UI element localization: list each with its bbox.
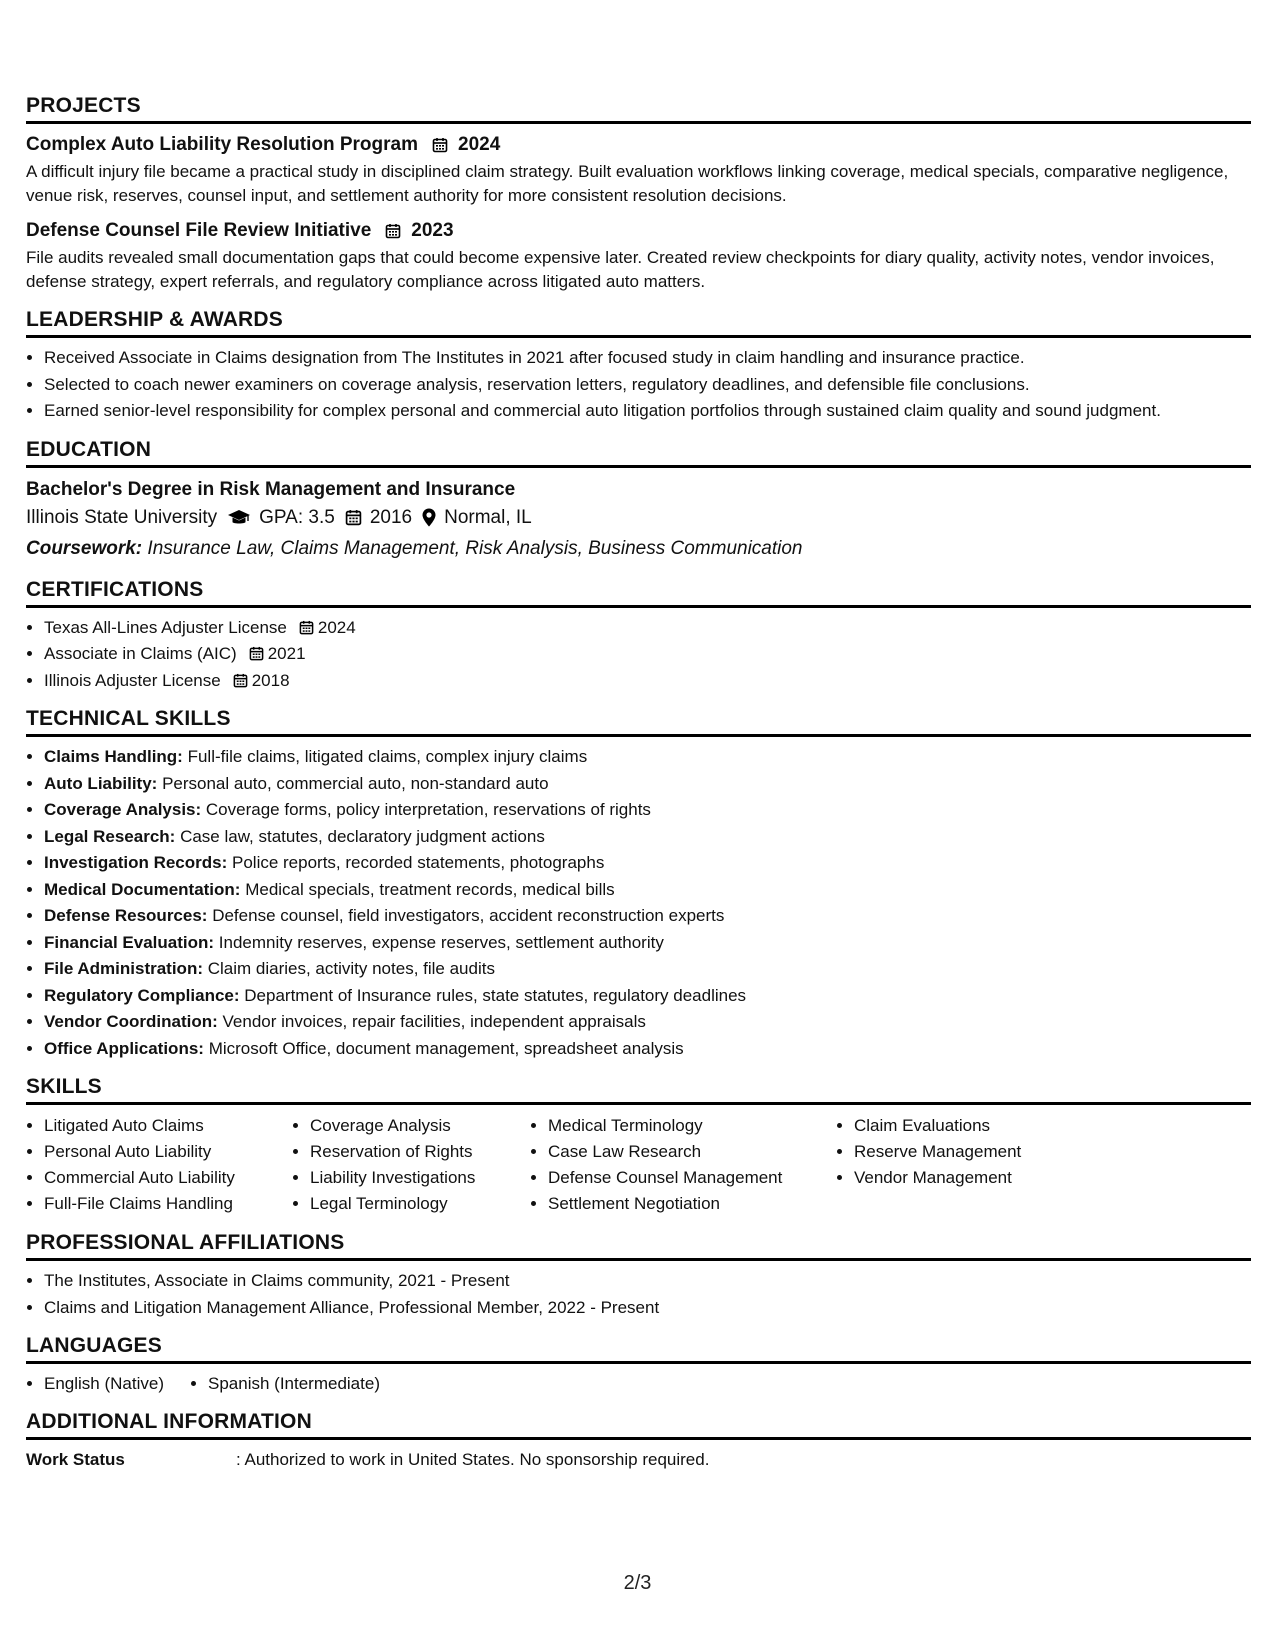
skill-item: • Liability Investigations bbox=[310, 1165, 530, 1191]
technical-skill-item bbox=[44, 1037, 1251, 1062]
skill-label: Regulatory Compliance: bbox=[44, 985, 240, 1005]
section-title: ADDITIONAL INFORMATION bbox=[26, 1410, 1251, 1440]
graduation-cap-icon bbox=[227, 509, 251, 527]
certification-item bbox=[44, 669, 1251, 694]
calendar-icon bbox=[345, 509, 362, 526]
technical-skills-section bbox=[26, 707, 1251, 1061]
certification-name: Associate in Claims (AIC) bbox=[44, 644, 237, 663]
section-title: CERTIFICATIONS bbox=[26, 578, 1251, 608]
technical-skill-item bbox=[44, 851, 1251, 876]
skill-value: Indemnity reserves, expense reserves, settlement authority bbox=[218, 932, 664, 952]
school-location: Normal, IL bbox=[444, 506, 532, 528]
coursework-list: Insurance Law, Claims Management, Risk Analysis, Business Communication bbox=[147, 537, 803, 559]
work-status-label: Work Status bbox=[26, 1450, 125, 1469]
certification-year: 2024 bbox=[317, 617, 356, 637]
skill-value: Full-file claims, litigated claims, complex injury claims bbox=[187, 747, 588, 766]
skills-column bbox=[530, 1113, 836, 1217]
skills-grid bbox=[26, 1113, 1251, 1217]
skill-item: • Coverage Analysis bbox=[310, 1113, 530, 1139]
skill-item: • Claim Evaluations bbox=[854, 1113, 1114, 1139]
technical-skill-item bbox=[44, 1010, 1251, 1035]
skill-item: • Reservation of Rights bbox=[310, 1139, 530, 1165]
skill-label: Financial Evaluation: bbox=[44, 932, 215, 952]
skill-label: Claims Handling: bbox=[44, 747, 183, 766]
technical-skill-item bbox=[44, 878, 1251, 903]
technical-skill-item bbox=[44, 745, 1251, 770]
certification-item bbox=[44, 616, 1251, 641]
section-title: EDUCATION bbox=[26, 438, 1251, 468]
skills-section bbox=[26, 1075, 1251, 1217]
project-year: 2024 bbox=[458, 134, 501, 155]
technical-skill-item bbox=[44, 984, 1251, 1009]
skill-label: Legal Research: bbox=[44, 826, 176, 846]
skill-label: Defense Resources: bbox=[44, 906, 208, 925]
skill-item: • Settlement Negotiation bbox=[548, 1191, 836, 1217]
skill-item: • Reserve Management bbox=[854, 1139, 1114, 1165]
skill-value: Personal auto, commercial auto, non-standard auto bbox=[162, 773, 549, 793]
list-item: • Earned senior-level responsibility for complex personal and commercial auto litigation portfolios through sustained claim quality and sound judgment. bbox=[44, 399, 1251, 424]
skill-item: • Litigated Auto Claims bbox=[44, 1113, 292, 1139]
list-item: • The Institutes, Associate in Claims community, 2021 - Present bbox=[44, 1269, 1251, 1294]
technical-skill-item bbox=[44, 957, 1251, 982]
calendar-icon bbox=[249, 646, 264, 661]
skill-label: Coverage Analysis: bbox=[44, 800, 202, 819]
section-title: PROJECTS bbox=[26, 94, 1251, 124]
section-title: LEADERSHIP & AWARDS bbox=[26, 308, 1251, 338]
skill-item: • Defense Counsel Management bbox=[548, 1165, 836, 1191]
skill-item: • Full-File Claims Handling bbox=[44, 1191, 292, 1217]
skill-label: File Administration: bbox=[44, 959, 203, 978]
work-status-value: : Authorized to work in United States. No sponsorship required. bbox=[236, 1450, 710, 1469]
calendar-icon bbox=[385, 223, 401, 239]
list-item: • Claims and Litigation Management Alliance, Professional Member, 2022 - Present bbox=[44, 1296, 1251, 1321]
calendar-icon bbox=[233, 673, 248, 688]
skill-item: • Medical Terminology bbox=[548, 1113, 836, 1139]
additional-info-section bbox=[26, 1410, 1251, 1472]
coursework bbox=[26, 534, 1251, 564]
technical-skill-item bbox=[44, 772, 1251, 797]
section-title: SKILLS bbox=[26, 1075, 1251, 1105]
degree: Bachelor's Degree in Risk Management and Insurance bbox=[26, 478, 516, 500]
project-item bbox=[26, 132, 1251, 208]
education-section bbox=[26, 438, 1251, 564]
skill-value: Coverage forms, policy interpretation, reservations of rights bbox=[205, 800, 651, 819]
project-description: A difficult injury file became a practical study in disciplined claim strategy. Built evaluation workflows linking coverage, medical specials, comparative negligence, venue risk, reserves, counsel input, and settlement authority for more consistent resolution decisions. bbox=[26, 162, 1229, 205]
project-year: 2023 bbox=[411, 220, 454, 241]
technical-skill-item bbox=[44, 798, 1251, 823]
skill-value: Department of Insurance rules, state statutes, regulatory deadlines bbox=[244, 985, 747, 1005]
skill-label: Medical Documentation: bbox=[44, 879, 241, 899]
skill-value: Case law, statutes, declaratory judgment actions bbox=[180, 826, 545, 846]
leadership-section bbox=[26, 308, 1251, 424]
skill-value: Claim diaries, activity notes, file audits bbox=[207, 959, 495, 978]
skills-column bbox=[26, 1113, 292, 1217]
skill-value: Defense counsel, field investigators, accident reconstruction experts bbox=[212, 906, 725, 925]
skills-column bbox=[292, 1113, 530, 1217]
language-item: • English (Native) bbox=[44, 1372, 164, 1396]
skill-value: Vendor invoices, repair facilities, independent appraisals bbox=[222, 1012, 646, 1031]
skill-item: • Commercial Auto Liability bbox=[44, 1165, 292, 1191]
certification-name: Illinois Adjuster License bbox=[44, 670, 221, 690]
skill-value: Microsoft Office, document management, spreadsheet analysis bbox=[208, 1038, 684, 1058]
skill-item: • Case Law Research bbox=[548, 1139, 836, 1165]
technical-skill-item bbox=[44, 825, 1251, 850]
languages-section bbox=[26, 1334, 1251, 1396]
map-pin-icon bbox=[422, 508, 436, 527]
projects-section bbox=[26, 94, 1251, 294]
section-title: TECHNICAL SKILLS bbox=[26, 707, 1251, 737]
skill-value: Medical specials, treatment records, medical bills bbox=[245, 879, 615, 899]
certifications-section bbox=[26, 578, 1251, 694]
skill-item: • Personal Auto Liability bbox=[44, 1139, 292, 1165]
calendar-icon bbox=[299, 620, 314, 635]
skill-item: • Vendor Management bbox=[854, 1165, 1114, 1191]
certification-item bbox=[44, 642, 1251, 667]
project-item bbox=[26, 218, 1251, 294]
education-details bbox=[26, 504, 1251, 532]
certification-year: 2018 bbox=[251, 670, 290, 690]
certification-year: 2021 bbox=[267, 644, 306, 663]
technical-skill-item bbox=[44, 904, 1251, 929]
resume-page bbox=[26, 94, 1251, 1486]
page-number: 2/3 bbox=[623, 1572, 652, 1594]
graduation-year: 2016 bbox=[369, 506, 413, 528]
project-name: Defense Counsel File Review Initiative bbox=[26, 220, 372, 241]
skill-item: • Legal Terminology bbox=[310, 1191, 530, 1217]
list-item: • Selected to coach newer examiners on coverage analysis, reservation letters, regulatory deadlines, and defensible file conclusions. bbox=[44, 373, 1251, 398]
gpa: GPA: 3.5 bbox=[259, 506, 335, 528]
language-item: • Spanish (Intermediate) bbox=[208, 1372, 380, 1396]
coursework-label: Coursework: bbox=[26, 537, 143, 559]
project-description: File audits revealed small documentation gaps that could become expensive later. Created review checkpoints for diary quality, activity notes, vendor invoices, defense strategy, expert referrals, and regulatory compliance across litigated auto matters. bbox=[26, 248, 1215, 291]
affiliations-section bbox=[26, 1231, 1251, 1320]
skill-value: Police reports, recorded statements, photographs bbox=[232, 853, 605, 872]
skills-column bbox=[836, 1113, 1114, 1217]
project-name: Complex Auto Liability Resolution Program bbox=[26, 134, 418, 155]
certification-name: Texas All-Lines Adjuster License bbox=[44, 617, 287, 637]
technical-skill-item bbox=[44, 931, 1251, 956]
section-title: LANGUAGES bbox=[26, 1334, 1251, 1364]
work-status-row bbox=[26, 1448, 1251, 1472]
school-name: Illinois State University bbox=[26, 506, 218, 528]
skill-label: Investigation Records: bbox=[44, 853, 228, 872]
skill-label: Office Applications: bbox=[44, 1038, 204, 1058]
list-item: • Received Associate in Claims designation from The Institutes in 2021 after focused study in claim handling and insurance practice. bbox=[44, 346, 1251, 371]
skill-label: Auto Liability: bbox=[44, 773, 158, 793]
section-title: PROFESSIONAL AFFILIATIONS bbox=[26, 1231, 1251, 1261]
calendar-icon bbox=[432, 137, 448, 153]
skill-label: Vendor Coordination: bbox=[44, 1012, 218, 1031]
